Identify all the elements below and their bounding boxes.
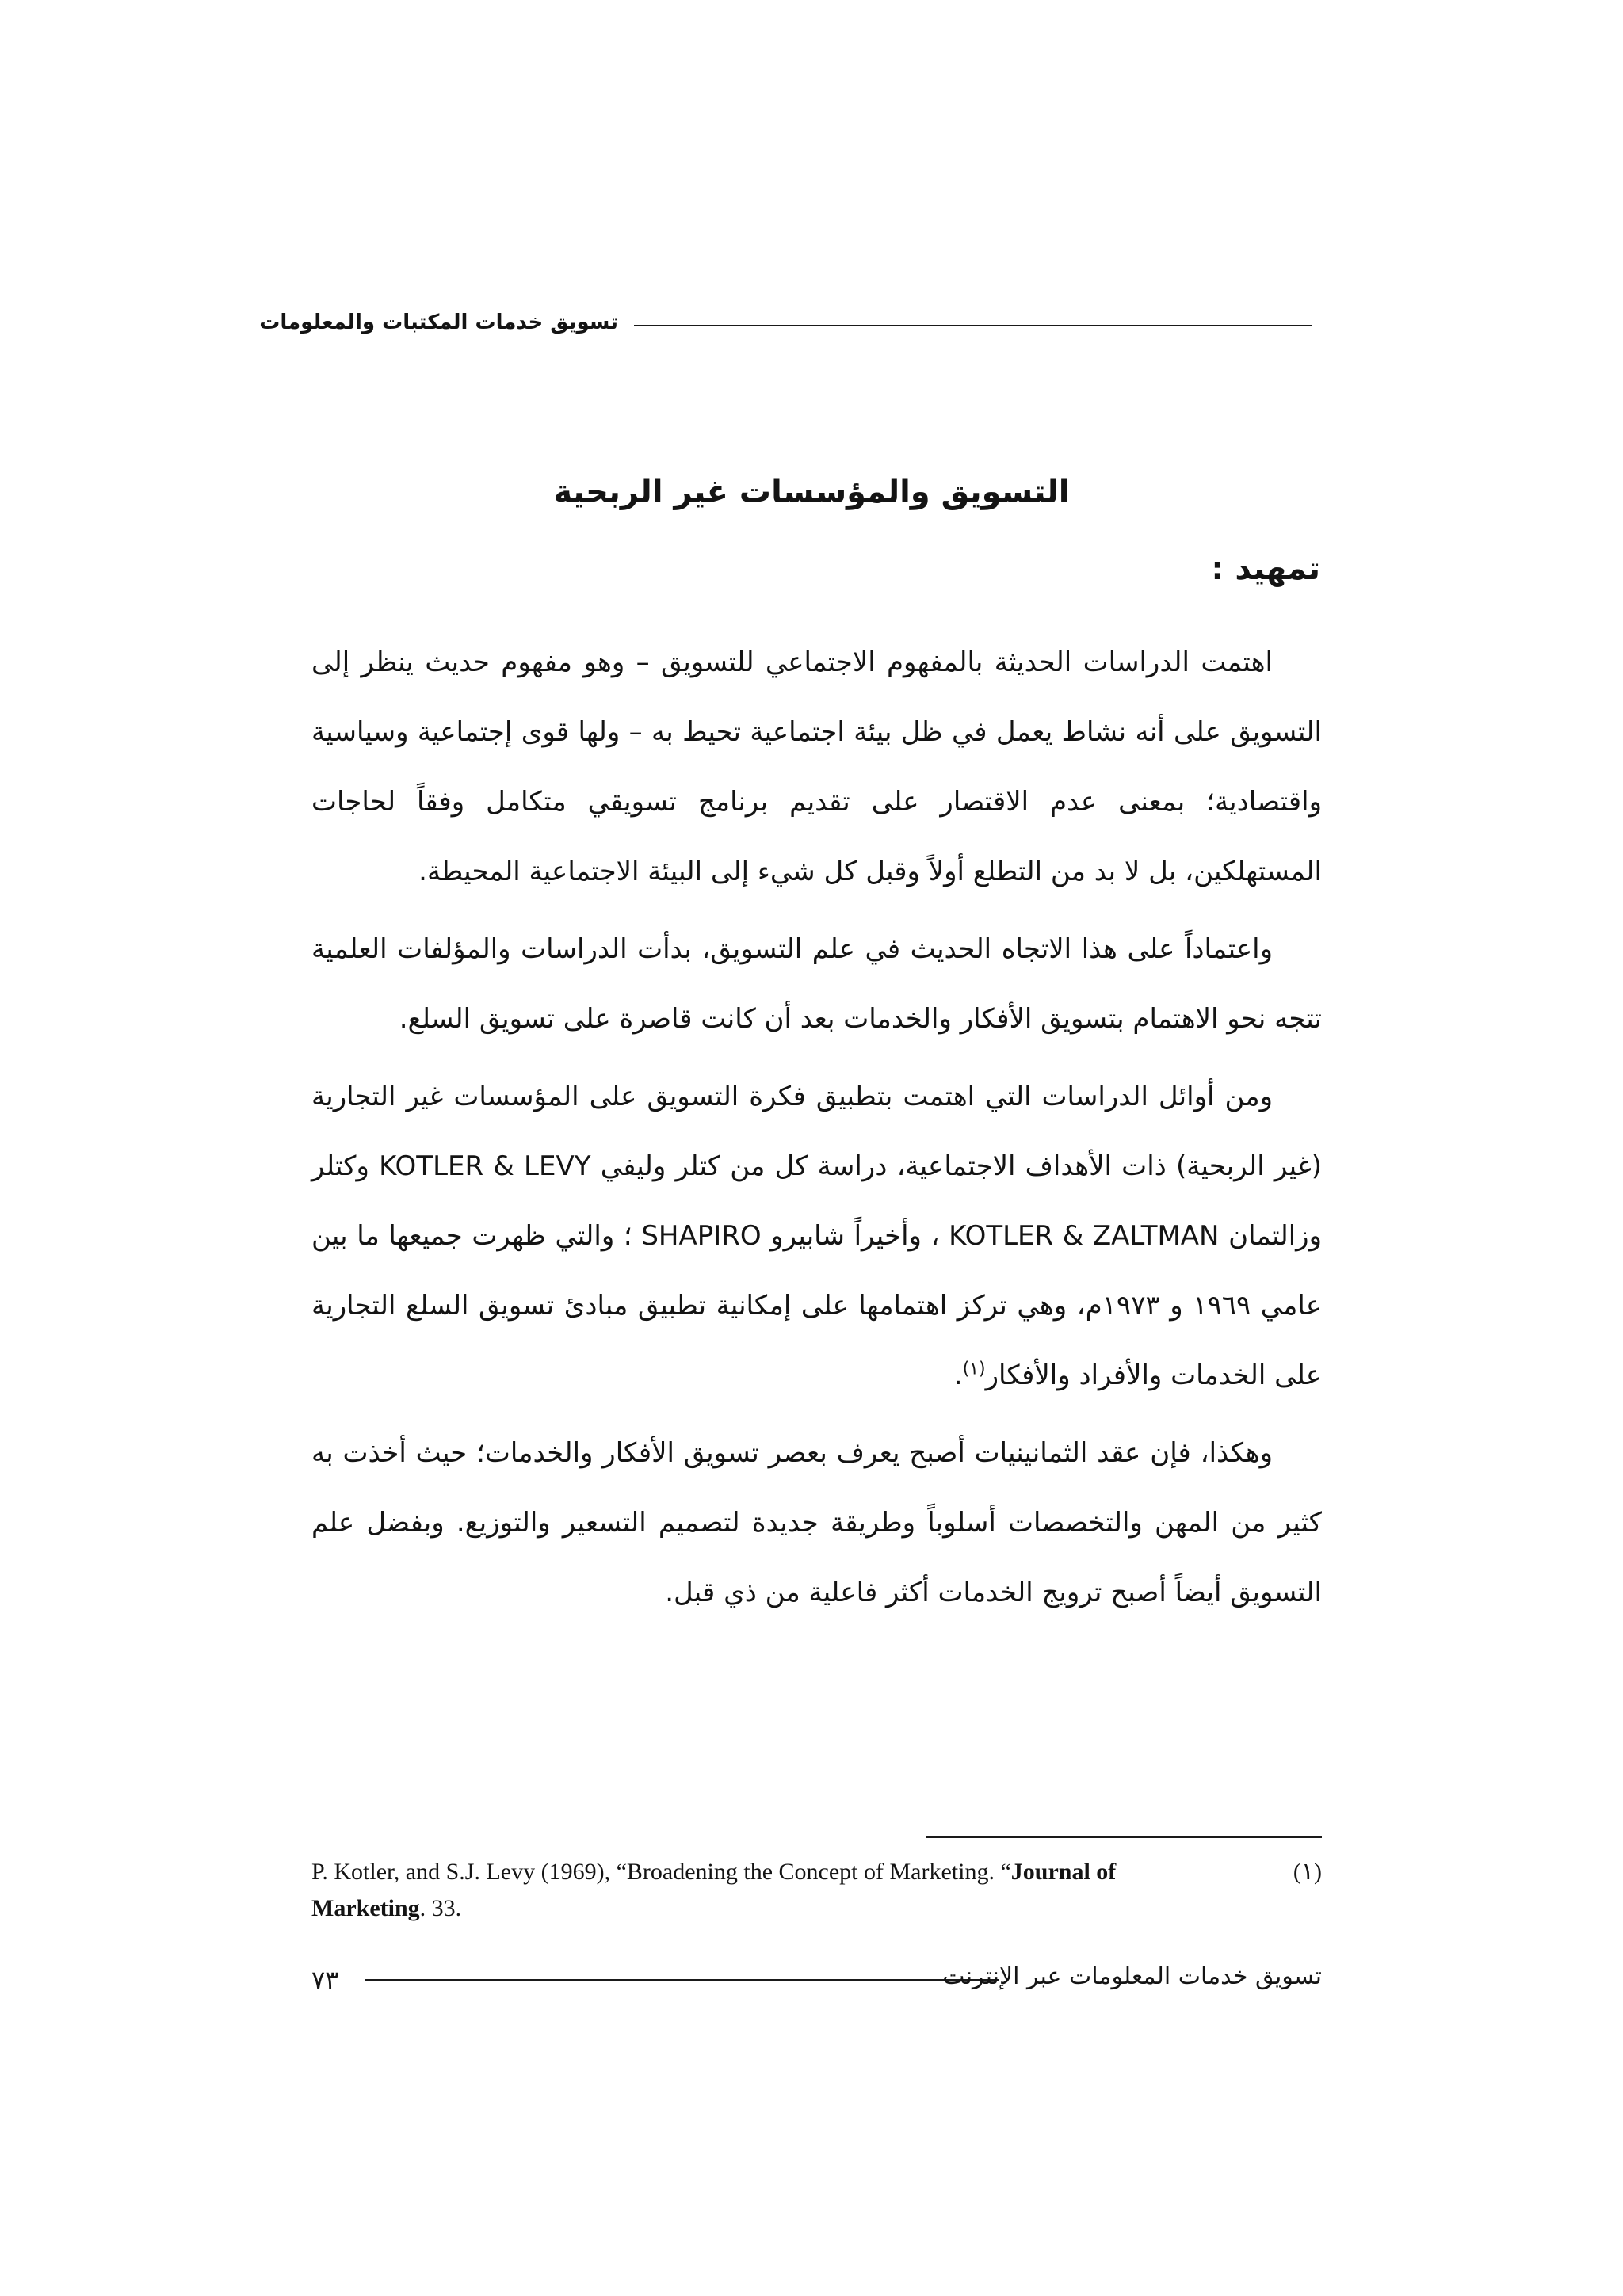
footnote-separator [926,1836,1322,1838]
author-names-kotler-levy: KOTLER & LEVY [379,1150,591,1182]
paragraph-3-part-b: وكتلر وزالتمان [311,1150,1322,1252]
body-text [311,627,1322,1635]
paragraph-3 [311,1062,1322,1410]
page-number: ٧٣ [311,1965,339,1995]
footer-book-title: تسويق خدمات المعلومات عبر الإنترنت [942,1962,1322,1990]
chapter-title: التسويق والمؤسسات غير الربحية [553,474,1070,510]
footnote-journal-name-2: Marketing [311,1895,420,1921]
paragraph-1: اهتمت الدراسات الحديثة بالمفهوم الاجتماعي للتسويق – وهو مفهوم حديث ينظر إلى التسويق على أنه نشاط يعمل في ظل بيئة اجتماعية تحيط به – ولها قوى إجتماعية وسياسية واقتصادية؛ بمعنى عدم الاقتصار على تقديم برنامج تسويقي متكامل وفقاً لحاجات المستهلكين، بل لا بد من التطلع أولاً وقبل كل شيء إلى البيئة الاجتماعية المحيطة. [311,646,1322,887]
paragraph-3-end: . [953,1360,963,1391]
paragraph-3-part-d: ؛ والتي ظهرت جميعها ما بين عامي ١٩٦٩ و ١٩٧٣م، وهي تركز اهتمامها على إمكانية تطبيق مبادئ تسويق السلع التجارية على الخدمات والأفراد والأفكار [311,1220,1322,1391]
paragraph-4: وهكذا، فإن عقد الثمانينيات أصبح يعرف بعصر تسويق الأفكار والخدمات؛ حيث أخذت به كثير من المهن والتخصصات أسلوباً وطريقة جديدة لتصميم التسعير والتوزيع. وبفضل علم التسويق أيضاً أصبح ترويج الخدمات أكثر فاعلية من ذي قبل. [311,1437,1322,1608]
author-name-shapiro: SHAPIRO [641,1220,762,1252]
paragraph-3-part-a: ومن أوائل الدراسات التي اهتمت بتطبيق فكرة التسويق على المؤسسات غير التجارية (غير الربحية) ذات الأهداف الاجتماعية، دراسة كل من كتلر وليفي [311,1081,1322,1182]
header-rule [634,325,1312,326]
footnote-volume: . 33. [419,1895,462,1921]
footnote-journal-name-1: Journal of [1010,1859,1117,1885]
paragraph-3-part-c: ، وأخيراً شابيرو [770,1220,940,1252]
author-names-kotler-zaltman: KOTLER & ZALTMAN [949,1220,1220,1252]
footnote [311,1854,1322,1927]
footnote-marker[interactable]: (١) [962,1359,986,1379]
running-header-title: تسويق خدمات المكتبات والمعلومات [259,311,618,334]
footnote-citation: P. Kotler, and S.J. Levy (1969), “Broadening the Concept of Marketing. “ [311,1859,1011,1885]
footer-rule [365,1979,999,1981]
section-heading: تمهيد : [1211,551,1320,587]
footnote-number: (١) [1293,1859,1322,1885]
paragraph-2: واعتماداً على هذا الاتجاه الحديث في علم التسويق، بدأت الدراسات والمؤلفات العلمية تتجه نحو الاهتمام بتسويق الأفكار والخدمات بعد أن كانت قاصرة على تسويق السلع. [311,933,1322,1035]
